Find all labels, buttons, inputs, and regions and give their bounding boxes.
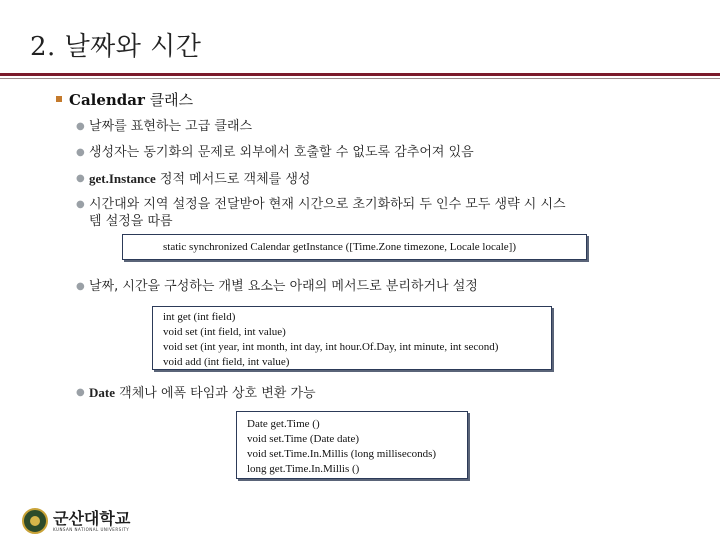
bullet-text	[76, 384, 316, 402]
code-line: void add (int field, int value)	[163, 356, 290, 368]
university-name: 군산대학교	[53, 508, 131, 528]
logo-text	[53, 508, 131, 532]
bullet-text: 날짜, 시간을 구성하는 개별 요소는 아래의 메서드로 분리하거나 설정	[89, 279, 478, 294]
bullet-text-kr: 정적 메서드로 객체를 생성	[155, 172, 311, 187]
bullet-item	[76, 118, 252, 135]
code-line: void set.Time (Date date)	[247, 433, 360, 445]
slide-title: 2. 날짜와 시간	[30, 32, 202, 62]
bullet-text: 날짜를 표현하는 고급 클래스	[89, 119, 253, 134]
bullet-item	[76, 278, 478, 295]
university-seal-icon	[22, 508, 48, 534]
bullet-item	[76, 384, 316, 402]
code-line: static synchronized Calendar getInstance ([Time.Zone timezone, Locale locale])	[163, 241, 516, 253]
bullet-text	[76, 170, 310, 188]
code-line: void set (int field, int value)	[163, 326, 286, 338]
bullet-dot-icon: ●	[76, 387, 85, 398]
bullet-item	[76, 170, 310, 188]
code-box-date-conversion	[236, 411, 468, 479]
code-line: Date get.Time ()	[247, 418, 320, 430]
code-line: void set.Time.In.Millis (long milliseconds)	[247, 448, 437, 460]
bullet-dot-icon: ●	[76, 173, 85, 184]
university-name-en: KUNSAN NATIONAL UNIVERSITY	[53, 526, 130, 532]
bullet-text-en: get.Instance	[89, 171, 156, 186]
code-line: int get (int field)	[163, 311, 236, 323]
heading-kr: 클래스	[144, 91, 194, 109]
heading-en: Calendar	[69, 91, 145, 109]
bullet-dot-icon: ●	[76, 147, 85, 158]
title-divider	[0, 73, 720, 76]
bullet-text-line2: 템 설정을 따름	[89, 214, 173, 229]
bullet-item	[76, 144, 474, 161]
code-box-get-set	[152, 306, 552, 370]
bullet-text: 생성자는 동기화의 문제로 외부에서 호출할 수 없도록 감추어져 있음	[89, 145, 474, 160]
code-line: void set (int year, int month, int day, int hour.Of.Day, int minute, int second)	[163, 341, 499, 353]
code-box-getinstance	[122, 234, 587, 260]
title-divider-thin	[0, 78, 720, 79]
bullet-dot-icon: ●	[76, 199, 85, 210]
bullet-dot-icon: ●	[76, 121, 85, 132]
code-line: long get.Time.In.Millis ()	[247, 463, 360, 475]
section-heading	[56, 89, 193, 110]
square-bullet-icon	[56, 96, 62, 102]
university-logo	[22, 508, 130, 534]
bullet-dot-icon: ●	[76, 281, 85, 292]
bullet-text-kr: 객체나 에폭 타임과 상호 변환 가능	[115, 386, 316, 401]
bullet-text-line1: 시간대와 지역 설정을 전달받아 현재 시간으로 초기화하되 두 인수 모두 생략 시 시스	[89, 197, 566, 212]
bullet-item	[76, 196, 566, 230]
bullet-text-en: Date	[89, 385, 115, 400]
